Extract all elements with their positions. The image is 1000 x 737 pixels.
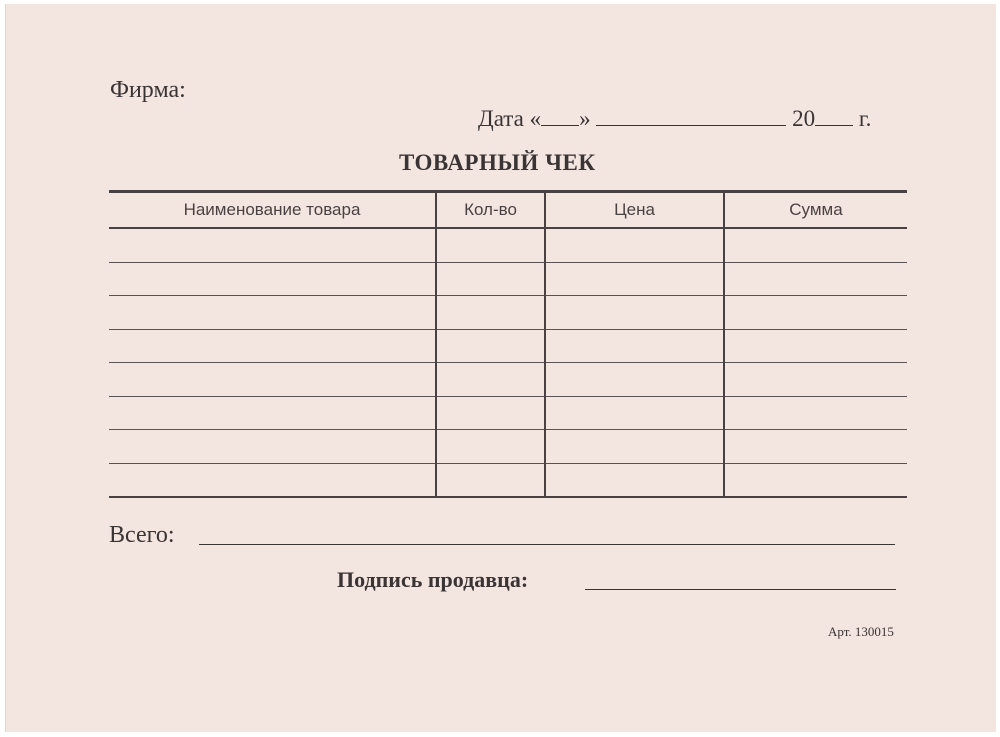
table-cell[interactable] — [545, 363, 724, 397]
table-cell[interactable] — [724, 363, 907, 397]
date-suffix: » — [579, 106, 591, 131]
table-row — [109, 228, 907, 262]
table-cell[interactable] — [436, 329, 545, 363]
date-prefix: Дата « — [478, 106, 542, 131]
table-cell[interactable] — [545, 262, 724, 296]
table-cell[interactable] — [724, 296, 907, 330]
table-cell[interactable] — [724, 262, 907, 296]
table-cell[interactable] — [109, 463, 436, 497]
table-cell[interactable] — [724, 228, 907, 262]
total-label: Всего: — [109, 522, 175, 548]
items-table — [109, 190, 907, 498]
total-line[interactable] — [199, 544, 895, 545]
table-cell[interactable] — [109, 329, 436, 363]
table-cell[interactable] — [436, 463, 545, 497]
receipt-form — [5, 4, 996, 732]
table-cell[interactable] — [436, 430, 545, 464]
table-cell[interactable] — [109, 430, 436, 464]
signature-label: Подпись продавца: — [337, 567, 529, 592]
column-header-quantity: Кол-во — [436, 192, 545, 229]
table-cell[interactable] — [545, 463, 724, 497]
signature-line[interactable] — [585, 589, 896, 590]
table-cell[interactable] — [545, 296, 724, 330]
year-suffix: г. — [858, 106, 872, 131]
table-cell[interactable] — [436, 396, 545, 430]
year-blank[interactable] — [815, 105, 853, 126]
document-title: ТОВАРНЫЙ ЧЕК — [399, 150, 596, 175]
table-row — [109, 396, 907, 430]
table-cell[interactable] — [436, 262, 545, 296]
table-cell[interactable] — [724, 329, 907, 363]
day-blank[interactable] — [541, 105, 579, 126]
table-row — [109, 463, 907, 497]
table-cell[interactable] — [109, 396, 436, 430]
table-cell[interactable] — [545, 396, 724, 430]
table-cell[interactable] — [109, 296, 436, 330]
table-cell[interactable] — [545, 430, 724, 464]
column-header-name: Наименование товара — [109, 192, 436, 229]
table-cell[interactable] — [724, 463, 907, 497]
table-cell[interactable] — [436, 228, 545, 262]
table-cell[interactable] — [724, 430, 907, 464]
table-cell[interactable] — [436, 363, 545, 397]
table-cell[interactable] — [109, 363, 436, 397]
firm-label: Фирма: — [110, 77, 186, 103]
table-row — [109, 329, 907, 363]
table-row — [109, 363, 907, 397]
table-row — [109, 430, 907, 464]
table-row — [109, 262, 907, 296]
column-header-price: Цена — [545, 192, 724, 229]
table-row — [109, 296, 907, 330]
table-cell[interactable] — [436, 296, 545, 330]
table-cell[interactable] — [109, 262, 436, 296]
year-prefix: 20 — [792, 106, 816, 131]
table-cell[interactable] — [545, 329, 724, 363]
article-number: Арт. 130015 — [828, 624, 894, 639]
month-blank[interactable] — [596, 105, 786, 126]
table-cell[interactable] — [545, 228, 724, 262]
table-header-row — [109, 192, 907, 229]
column-header-sum: Сумма — [724, 192, 907, 229]
date-field — [478, 105, 871, 132]
table-cell[interactable] — [109, 228, 436, 262]
table-cell[interactable] — [724, 396, 907, 430]
